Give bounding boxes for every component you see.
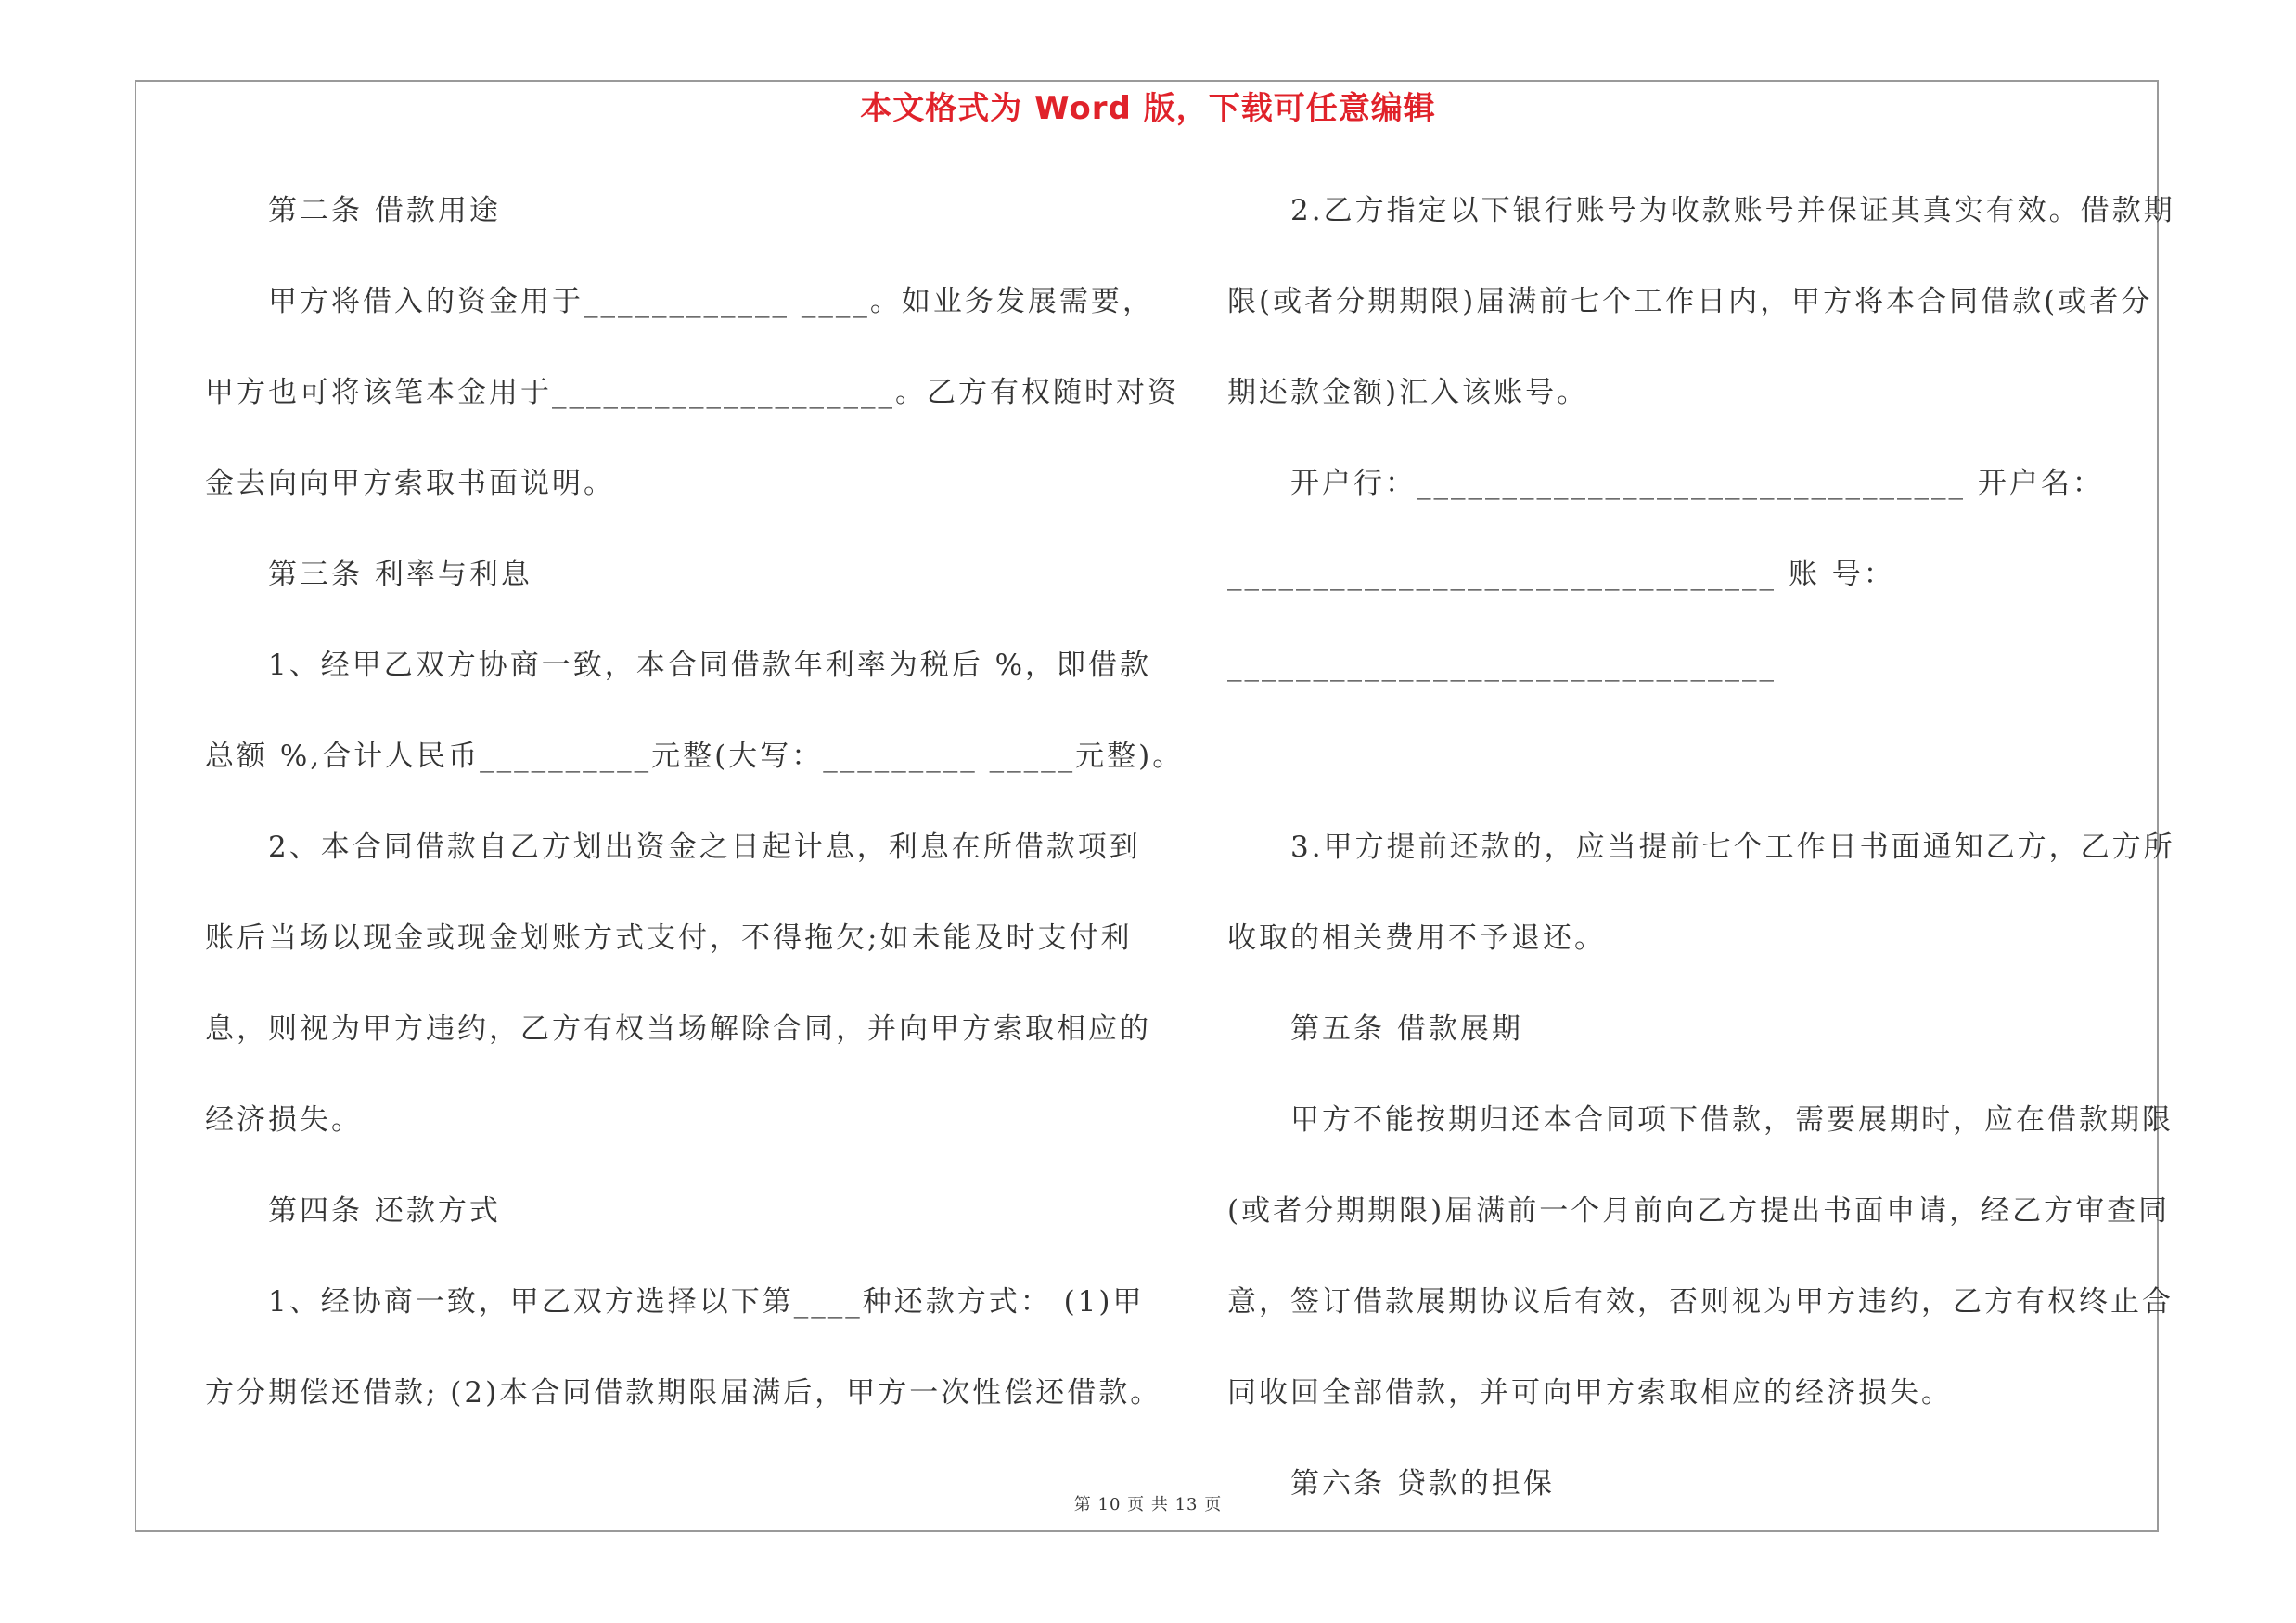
text-line bbox=[1227, 729, 2155, 820]
right-text-column bbox=[1227, 184, 2175, 1548]
format-notice-banner: 本文格式为 Word 版，下载可任意编辑 bbox=[860, 90, 1436, 127]
left-text-column bbox=[205, 184, 1185, 1457]
text-line: 息，则视为甲方违约，乙方有权当场解除合同，并向甲方索取相应的 bbox=[205, 1012, 1151, 1046]
text-line: 第四条 还款方式 bbox=[268, 1194, 501, 1228]
text-line: 同收回全部借款，并可向甲方索取相应的经济损失。 bbox=[1227, 1376, 1953, 1410]
text-line: 总额 %,合计人民币__________元整(大写：_________ _____元整)。 bbox=[205, 740, 1185, 773]
text-line: 收取的相关费用不予退还。 bbox=[1227, 921, 1606, 955]
page-number-footer: 第 10 页 共 13 页 bbox=[1073, 1495, 1223, 1514]
text-line: 第六条 贷款的担保 bbox=[1290, 1467, 1555, 1501]
text-line: 第五条 借款展期 bbox=[1290, 1012, 1523, 1046]
text-line: 账后当场以现金或现金划账方式支付，不得拖欠;如未能及时支付利 bbox=[205, 921, 1133, 955]
text-line: 经济损失。 bbox=[205, 1103, 363, 1137]
text-line: 意，签订借款展期协议后有效，否则视为甲方违约，乙方有权终止合 bbox=[1227, 1285, 2174, 1319]
text-line: 甲方将借入的资金用于____________ ____。如业务发展需要， bbox=[268, 285, 1154, 318]
text-line: 甲方不能按期归还本合同项下借款，需要展期时，应在借款期限 bbox=[1290, 1103, 2174, 1137]
text-line: ________________________________ 账 号： bbox=[1227, 558, 1895, 591]
text-line: 金去向向甲方索取书面说明。 bbox=[205, 467, 615, 500]
text-line: ________________________________ bbox=[1227, 649, 1777, 682]
text-line: (或者分期期限)届满前一个月前向乙方提出书面申请，经乙方审查同 bbox=[1227, 1194, 2171, 1228]
text-line: 第二条 借款用途 bbox=[268, 194, 501, 227]
text-line: 1、经甲乙双方协商一致，本合同借款年利率为税后 %，即借款 bbox=[268, 649, 1152, 682]
text-line: 2、本合同借款自乙方划出资金之日起计息，利息在所借款项到 bbox=[268, 831, 1141, 864]
text-line: 1、经协商一致，甲乙双方选择以下第____种还款方式： (1)甲 bbox=[268, 1285, 1145, 1319]
text-line: 3.甲方提前还款的，应当提前七个工作日书面通知乙方，乙方所 bbox=[1290, 831, 2175, 864]
text-line: 方分期偿还借款; (2)本合同借款期限届满后，甲方一次性偿还借款。 bbox=[205, 1376, 1162, 1410]
text-line: 第三条 利率与利息 bbox=[268, 558, 532, 591]
text-line: 限(或者分期期限)届满前七个工作日内，甲方将本合同借款(或者分 bbox=[1227, 285, 2153, 318]
text-line: 开户行：________________________________ 开户名： bbox=[1290, 467, 2104, 500]
text-line: 甲方也可将该笔本金用于____________________。乙方有权随时对资 bbox=[205, 376, 1179, 409]
text-line: 期还款金额)汇入该账号。 bbox=[1227, 376, 1589, 409]
text-line: 2.乙方指定以下银行账号为收款账号并保证其真实有效。借款期 bbox=[1290, 194, 2175, 227]
